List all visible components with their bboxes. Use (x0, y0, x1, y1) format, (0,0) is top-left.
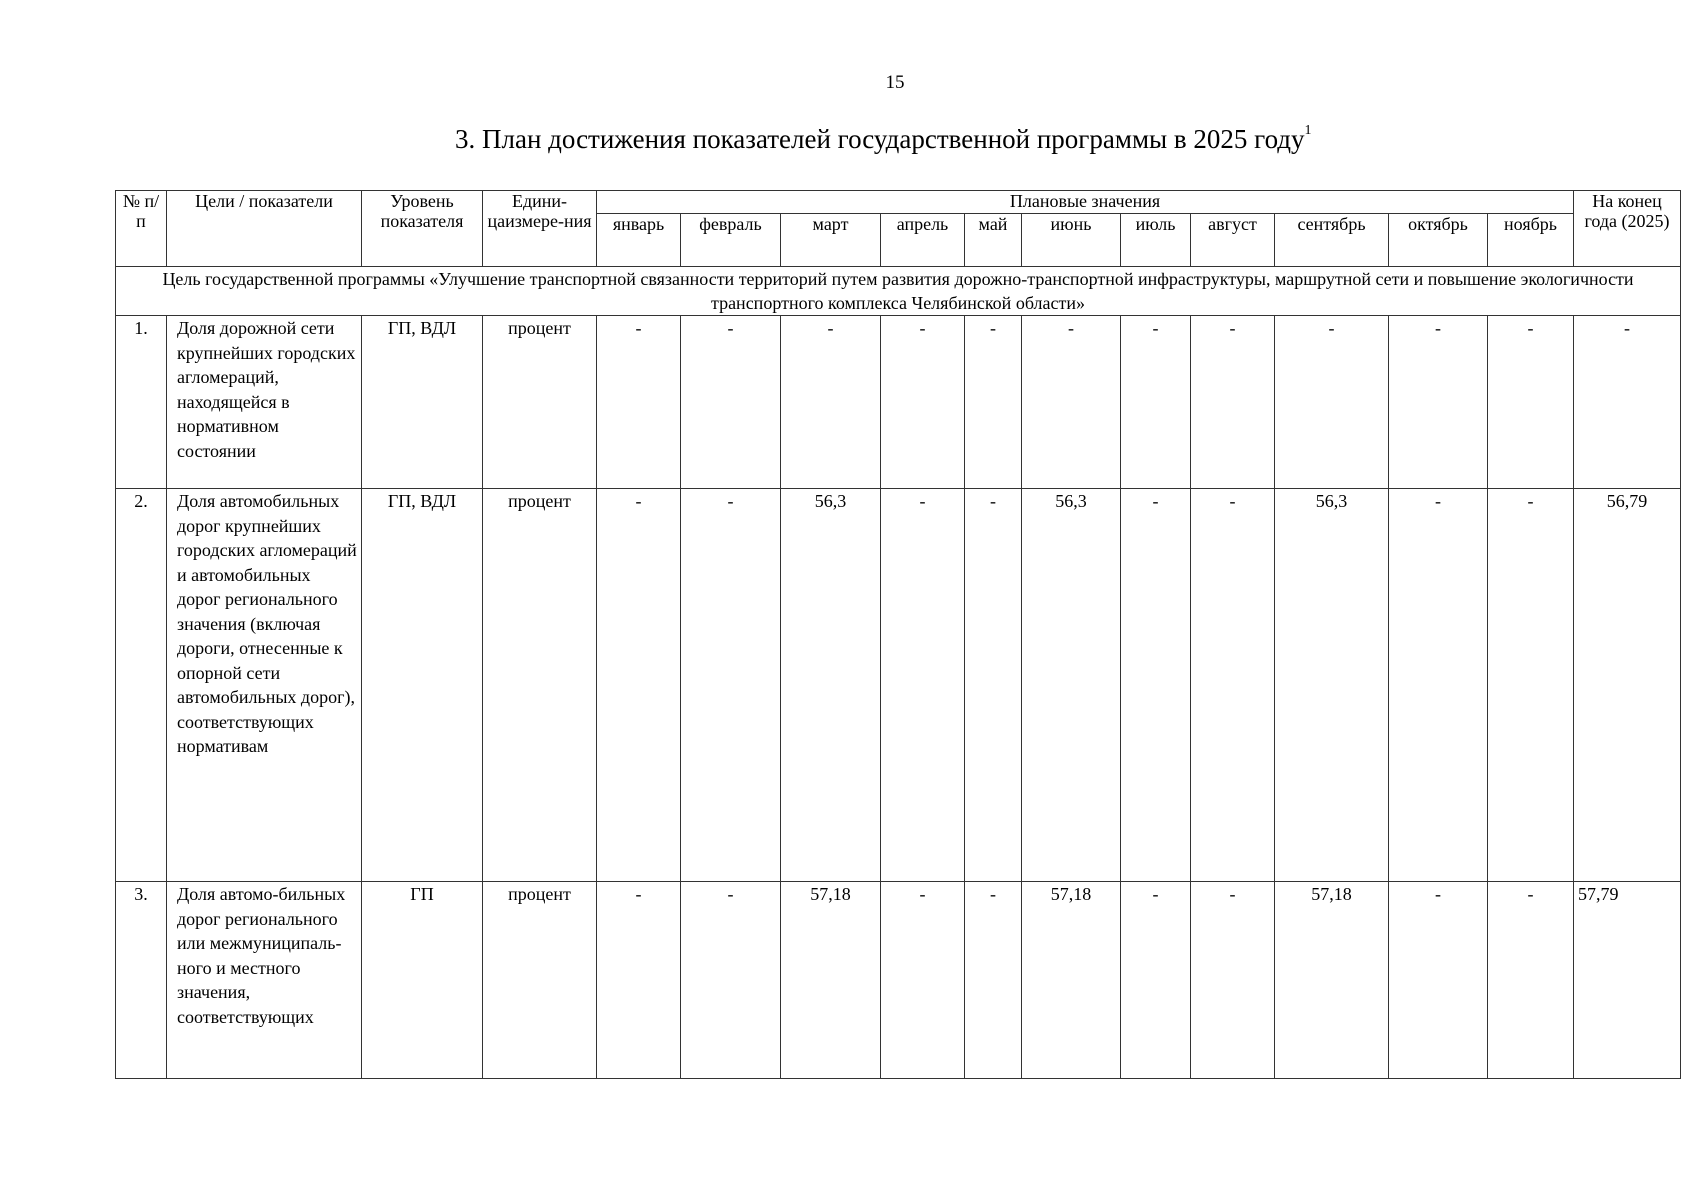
indicator-name: Доля дорожной сети крупнейших городских агломераций, находящейся в нормативном состоянии (167, 316, 362, 489)
indicators-plan-table (115, 190, 1681, 1079)
month-value: - (1389, 316, 1488, 489)
month-value: - (597, 882, 681, 1079)
indicator-level: ГП, ВДЛ (362, 316, 483, 489)
month-value: 56,3 (1275, 489, 1389, 882)
month-value: - (1191, 882, 1275, 1079)
indicator-name: Доля автомо-бильных дорог регионального или межмуниципаль-ного и местного значения, соответствующих (167, 882, 362, 1079)
table-row (116, 316, 1681, 489)
month-value: - (1488, 489, 1574, 882)
indicator-unit: процент (483, 489, 597, 882)
month-value: 56,3 (781, 489, 881, 882)
month-value: - (681, 489, 781, 882)
table-row (116, 489, 1681, 882)
end-of-year-value: - (1574, 316, 1681, 489)
month-value: - (681, 316, 781, 489)
month-value: - (1121, 489, 1191, 882)
month-value: - (681, 882, 781, 1079)
month-value: 57,18 (781, 882, 881, 1079)
header-month: октябрь (1389, 214, 1488, 267)
header-row-top (116, 191, 1681, 214)
month-value: - (1488, 316, 1574, 489)
end-of-year-value: 56,79 (1574, 489, 1681, 882)
document-title-text: 3. План достижения показателей государственной программы в 2025 году (455, 124, 1305, 154)
month-value: - (1275, 316, 1389, 489)
month-value: 56,3 (1022, 489, 1121, 882)
document-title (455, 124, 1312, 155)
month-value: - (1389, 489, 1488, 882)
header-month: август (1191, 214, 1275, 267)
month-value: - (781, 316, 881, 489)
row-number: 3. (116, 882, 167, 1079)
header-month: сентябрь (1275, 214, 1389, 267)
month-value: - (965, 882, 1022, 1079)
header-month: июль (1121, 214, 1191, 267)
indicator-name: Доля автомобильных дорог крупнейших городских агломераций и автомобильных дорог регионального значения (включая дороги, отнесенные к опорной сети автомобильных дорог), соответствующих нормативам (167, 489, 362, 882)
page-number: 15 (885, 72, 905, 93)
header-month: март (781, 214, 881, 267)
indicator-unit: процент (483, 882, 597, 1079)
month-value: - (881, 489, 965, 882)
month-value: - (1121, 882, 1191, 1079)
goal-row (116, 267, 1681, 316)
month-value: - (965, 489, 1022, 882)
header-num: № п/п (116, 191, 167, 267)
program-goal-text: Цель государственной программы «Улучшение транспортной связанности территорий путем развития дорожно-транспортной инфраструктуры, маршрутной сети и повышение экологичности транспортного комплекса Челябинской области» (116, 267, 1681, 316)
month-value: - (1191, 316, 1275, 489)
month-value: - (1389, 882, 1488, 1079)
month-value: - (1191, 489, 1275, 882)
month-value: - (881, 882, 965, 1079)
row-number: 1. (116, 316, 167, 489)
indicator-level: ГП, ВДЛ (362, 489, 483, 882)
header-month: май (965, 214, 1022, 267)
indicator-level: ГП (362, 882, 483, 1079)
header-month: апрель (881, 214, 965, 267)
header-goals: Цели / показатели (167, 191, 362, 267)
header-level: Уровень показателя (362, 191, 483, 267)
month-value: - (597, 489, 681, 882)
header-month: июнь (1022, 214, 1121, 267)
header-month: февраль (681, 214, 781, 267)
title-footnote-mark: 1 (1304, 123, 1312, 138)
month-value: - (1488, 882, 1574, 1079)
header-planned-values: Плановые значения (597, 191, 1574, 214)
header-end-of-year: На конец года (2025) (1574, 191, 1681, 267)
end-of-year-value: 57,79 (1574, 882, 1681, 1079)
month-value: - (597, 316, 681, 489)
table-row (116, 882, 1681, 1079)
indicator-unit: процент (483, 316, 597, 489)
row-number: 2. (116, 489, 167, 882)
header-unit: Едини-цаизмере-ния (483, 191, 597, 267)
month-value: - (1022, 316, 1121, 489)
month-value: - (1121, 316, 1191, 489)
header-month: ноябрь (1488, 214, 1574, 267)
month-value: - (965, 316, 1022, 489)
month-value: 57,18 (1022, 882, 1121, 1079)
header-month: январь (597, 214, 681, 267)
month-value: - (881, 316, 965, 489)
month-value: 57,18 (1275, 882, 1389, 1079)
